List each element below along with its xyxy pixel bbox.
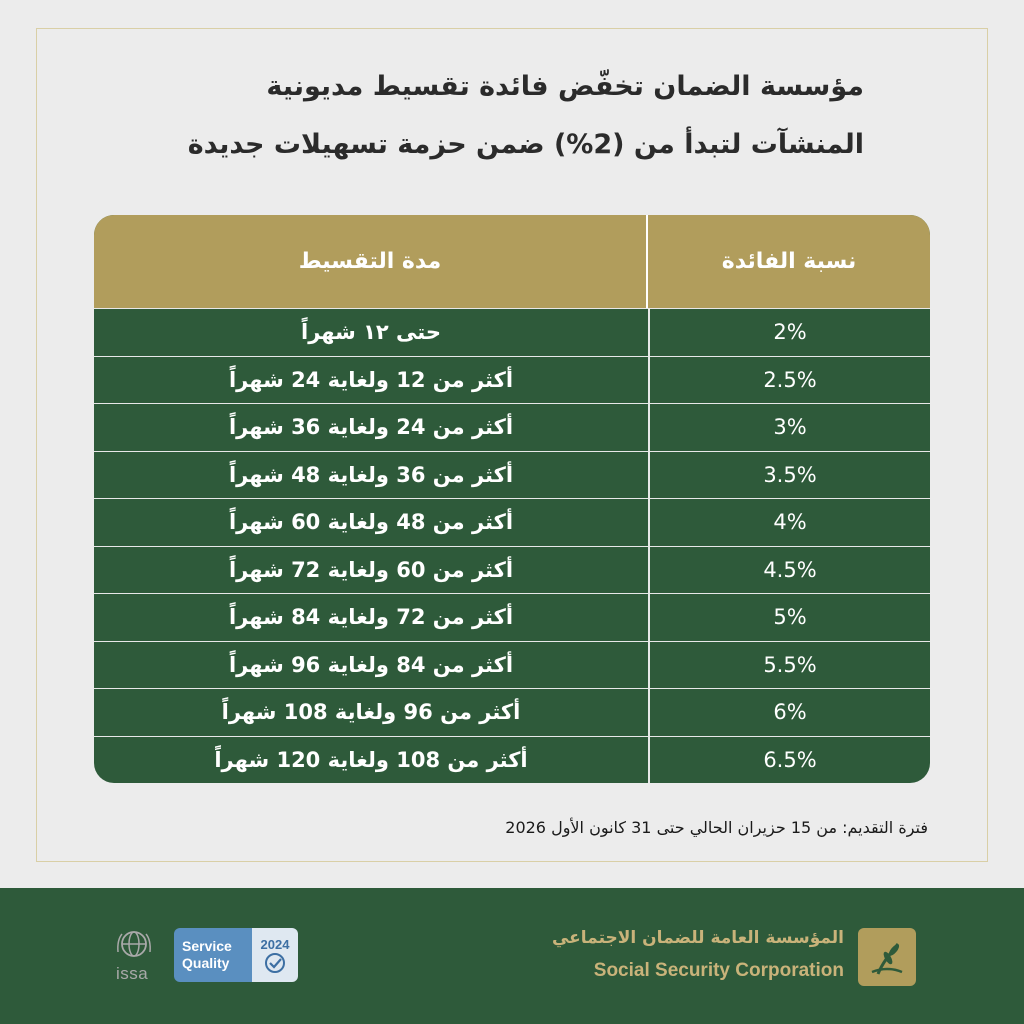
table-row (94, 593, 930, 641)
org-name-arabic: المؤسسة العامة للضمان الاجتماعي (551, 928, 844, 948)
rate-cell: 4.5% (648, 547, 930, 594)
period-cell: أكثر من 12 ولغاية 24 شهراً (228, 367, 514, 392)
header-installment-period: مدة التقسيط (298, 249, 442, 274)
badge-year-panel (252, 928, 298, 982)
table-row (94, 308, 930, 356)
rate-cell: 4% (648, 499, 930, 546)
table-row (94, 356, 930, 404)
rate-cell: 3.5% (648, 452, 930, 499)
rate-cell: 5% (648, 594, 930, 641)
period-cell: أكثر من 60 ولغاية 72 شهراً (228, 557, 514, 582)
globe-icon (114, 928, 154, 964)
checkmark-icon (262, 952, 288, 974)
period-cell: أكثر من 84 ولغاية 96 شهراً (228, 652, 514, 677)
period-cell: أكثر من 48 ولغاية 60 شهراً (228, 510, 514, 535)
service-quality-badge (174, 928, 298, 982)
footer-bar (0, 888, 1024, 1024)
rate-cell: 2.5% (648, 357, 930, 404)
rate-cell: 3% (648, 404, 930, 451)
header-interest-rate: نسبة الفائدة (646, 215, 930, 308)
org-name-english: Social Security Corporation (593, 960, 844, 981)
table-row (94, 641, 930, 689)
rate-cell: 5.5% (648, 642, 930, 689)
issa-logo (114, 928, 160, 988)
badge-line-1: Service (182, 938, 232, 954)
ssc-logo (858, 928, 916, 986)
issa-label: issa (116, 964, 149, 983)
table-row (94, 498, 930, 546)
period-cell: حتى ١٢ شهراً (301, 320, 441, 345)
badge-label (174, 928, 252, 982)
headline-line-2: المنشآت لتبدأ من (2%) ضمن حزمة تسهيلات جديدة (187, 129, 864, 160)
period-cell: أكثر من 72 ولغاية 84 شهراً (228, 605, 514, 630)
period-cell: أكثر من 108 ولغاية 120 شهراً (214, 747, 528, 772)
rate-cell: 6.5% (648, 737, 930, 784)
table-row (94, 451, 930, 499)
rate-cell: 6% (648, 689, 930, 736)
badge-year: 2024 (260, 936, 290, 952)
badge-line-2: Quality (182, 955, 230, 971)
rate-cell: 2% (648, 309, 930, 356)
table-row (94, 688, 930, 736)
olive-branch-icon (858, 928, 916, 986)
table-row (94, 546, 930, 594)
period-cell: أكثر من 36 ولغاية 48 شهراً (228, 462, 514, 487)
table-body (94, 308, 930, 783)
table-row (94, 403, 930, 451)
period-cell: أكثر من 96 ولغاية 108 شهراً (221, 700, 521, 725)
headline-line-1: مؤسسة الضمان تخفّض فائدة تقسيط مديونية (266, 71, 864, 102)
headline (60, 58, 864, 174)
application-period-note: فترة التقديم: من 15 حزيران الحالي حتى 31 كانون الأول 2026 (505, 818, 928, 837)
table-row (94, 736, 930, 784)
period-cell: أكثر من 24 ولغاية 36 شهراً (228, 415, 514, 440)
interest-rate-table (94, 215, 930, 783)
table-header (94, 215, 930, 308)
